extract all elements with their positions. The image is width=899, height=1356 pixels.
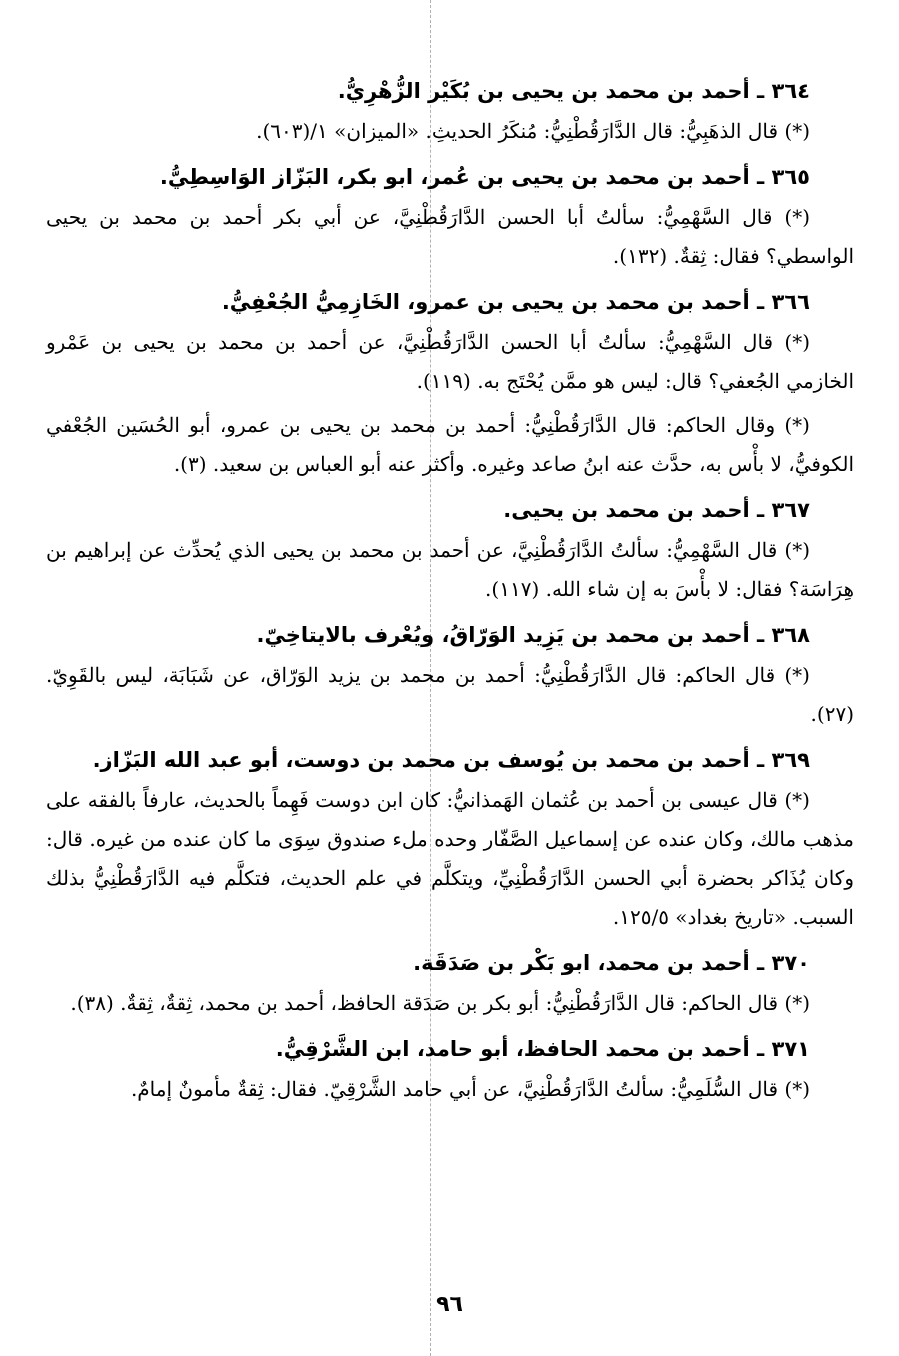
entry-paragraph: (*) قال السَّهْمِيُّ: سألتُ أبا الحسن الدَّارَقُطْنِيَّ، عن أبي بكر أحمد بن محمد بن يحيى الواسطي؟ فقال: ثِقةٌ. (١٣٢).: [46, 205, 854, 268]
entry-366: [46, 281, 854, 484]
entry-heading: ٣٧٠ ـ أحمد بن محمد، ابو بَكْر بن صَدَقَة.: [413, 951, 810, 975]
entry-heading: ٣٦٨ ـ أحمد بن محمد بن يَزِيد الوَرّاقُ، ويُعْرف بالايتاخِيّ.: [256, 623, 810, 647]
entry-364: [46, 70, 854, 151]
entry-heading: ٣٦٧ ـ أحمد بن محمد بن يحيى.: [503, 498, 810, 522]
entry-paragraph: (*) قال عيسى بن أحمد بن عُثمان الهَمذانيُّ: كان ابن دوست فَهِماً بالحديث، عارفاً بالفقه على مذهب مالك، وكان عنده عن إسماعيل الصَّفّار وحده ملء صندوق سِوَى ما كان عنده من غيره. قال: وكان يُذَاكر بحضرة أبي الحسن الدَّارَقُطْنِيِّ، ويتكلَّم في علم الحديث، فتكلَّم فيه الدَّارَقُطْنِيُّ بذلك السبب. «تاريخ بغداد» ١٢٥/٥.: [46, 788, 854, 929]
entry-heading: ٣٦٦ ـ أحمد بن محمد بن يحيى بن عمرو، الخَازِمِيُّ الجُعْفِيُّ.: [221, 290, 810, 314]
entry-heading: ٣٦٥ ـ أحمد بن محمد بن يحيى بن عُمر، ابو بكر، البَزّاز الوَاسِطِيُّ.: [159, 165, 810, 189]
entry-paragraph: (*) قال السَّهْمِيُّ: سألتُ الدَّارَقُطْنِيَّ، عن أحمد بن محمد بن يحيى الذي يُحدِّث عن إبراهيم بن هِرَاسَة؟ فقال: لا بأْسَ به إن شاء الله. (١١٧).: [46, 538, 854, 601]
entry-paragraph: (*) وقال الحاكم: قال الدَّارَقُطْنِيُّ: أحمد بن محمد بن يحيى بن عمرو، أبو الحُسَين الجُعْفي الكوفيُّ، لا بأْس به، حدَّث عنه ابنُ صاعد وغيره. وأكثر عنه أبو العباس بن سعيد. (٣).: [46, 413, 854, 476]
entry-368: [46, 614, 854, 734]
entry-369: [46, 739, 854, 937]
entry-heading: ٣٧١ ـ أحمد بن محمد الحافظ، أبو حامد، ابن الشَّرْقِيُّ.: [275, 1037, 810, 1061]
entry-370: [46, 942, 854, 1023]
entry-371: [46, 1028, 854, 1109]
page-body: [46, 70, 854, 1114]
entry-heading: ٣٦٩ ـ أحمد بن محمد بن يُوسف بن محمد بن دوست، أبو عبد الله البَزّاز.: [92, 748, 810, 772]
entry-paragraph: (*) قال الحاكم: قال الدَّارَقُطْنِيُّ: أبو بكر بن صَدَقة الحافظ، أحمد بن محمد، ثِقةٌ، ثِقةٌ. (٣٨).: [70, 991, 810, 1015]
entry-paragraph: (*) قال الحاكم: قال الدَّارَقُطْنِيُّ: أحمد بن محمد بن يزيد الوَرّاق، عن شَبَابَة، ليس بالقَوِيّ. (٢٧).: [46, 663, 854, 726]
entry-365: [46, 156, 854, 276]
entry-paragraph: (*) قال السَّهْمِيُّ: سألتُ أبا الحسن الدَّارَقُطْنِيَّ، عن أحمد بن محمد بن يحيى بن عَمْرو الخازمي الجُعفي؟ قال: ليس هو ممَّن يُحْتَج به. (١١٩).: [46, 330, 854, 393]
entry-paragraph: (*) قال السُّلَمِيُّ: سألتُ الدَّارَقُطْنِيَّ، عن أبي حامد الشَّرْقِيّ. فقال: ثِقةٌ مأمونٌ إمامٌ.: [130, 1077, 810, 1101]
entry-heading: ٣٦٤ ـ أحمد بن محمد بن يحيى بن بُكَيْر الزُّهْرِيُّ.: [337, 79, 810, 103]
entry-367: [46, 489, 854, 609]
page-number: ٩٦: [436, 1292, 463, 1317]
entry-paragraph: (*) قال الذهَبِيُّ: قال الدَّارَقُطْنِيُّ: مُنكَرُ الحديثِ. «الميزان» ١/(٦٠٣).: [256, 119, 810, 143]
